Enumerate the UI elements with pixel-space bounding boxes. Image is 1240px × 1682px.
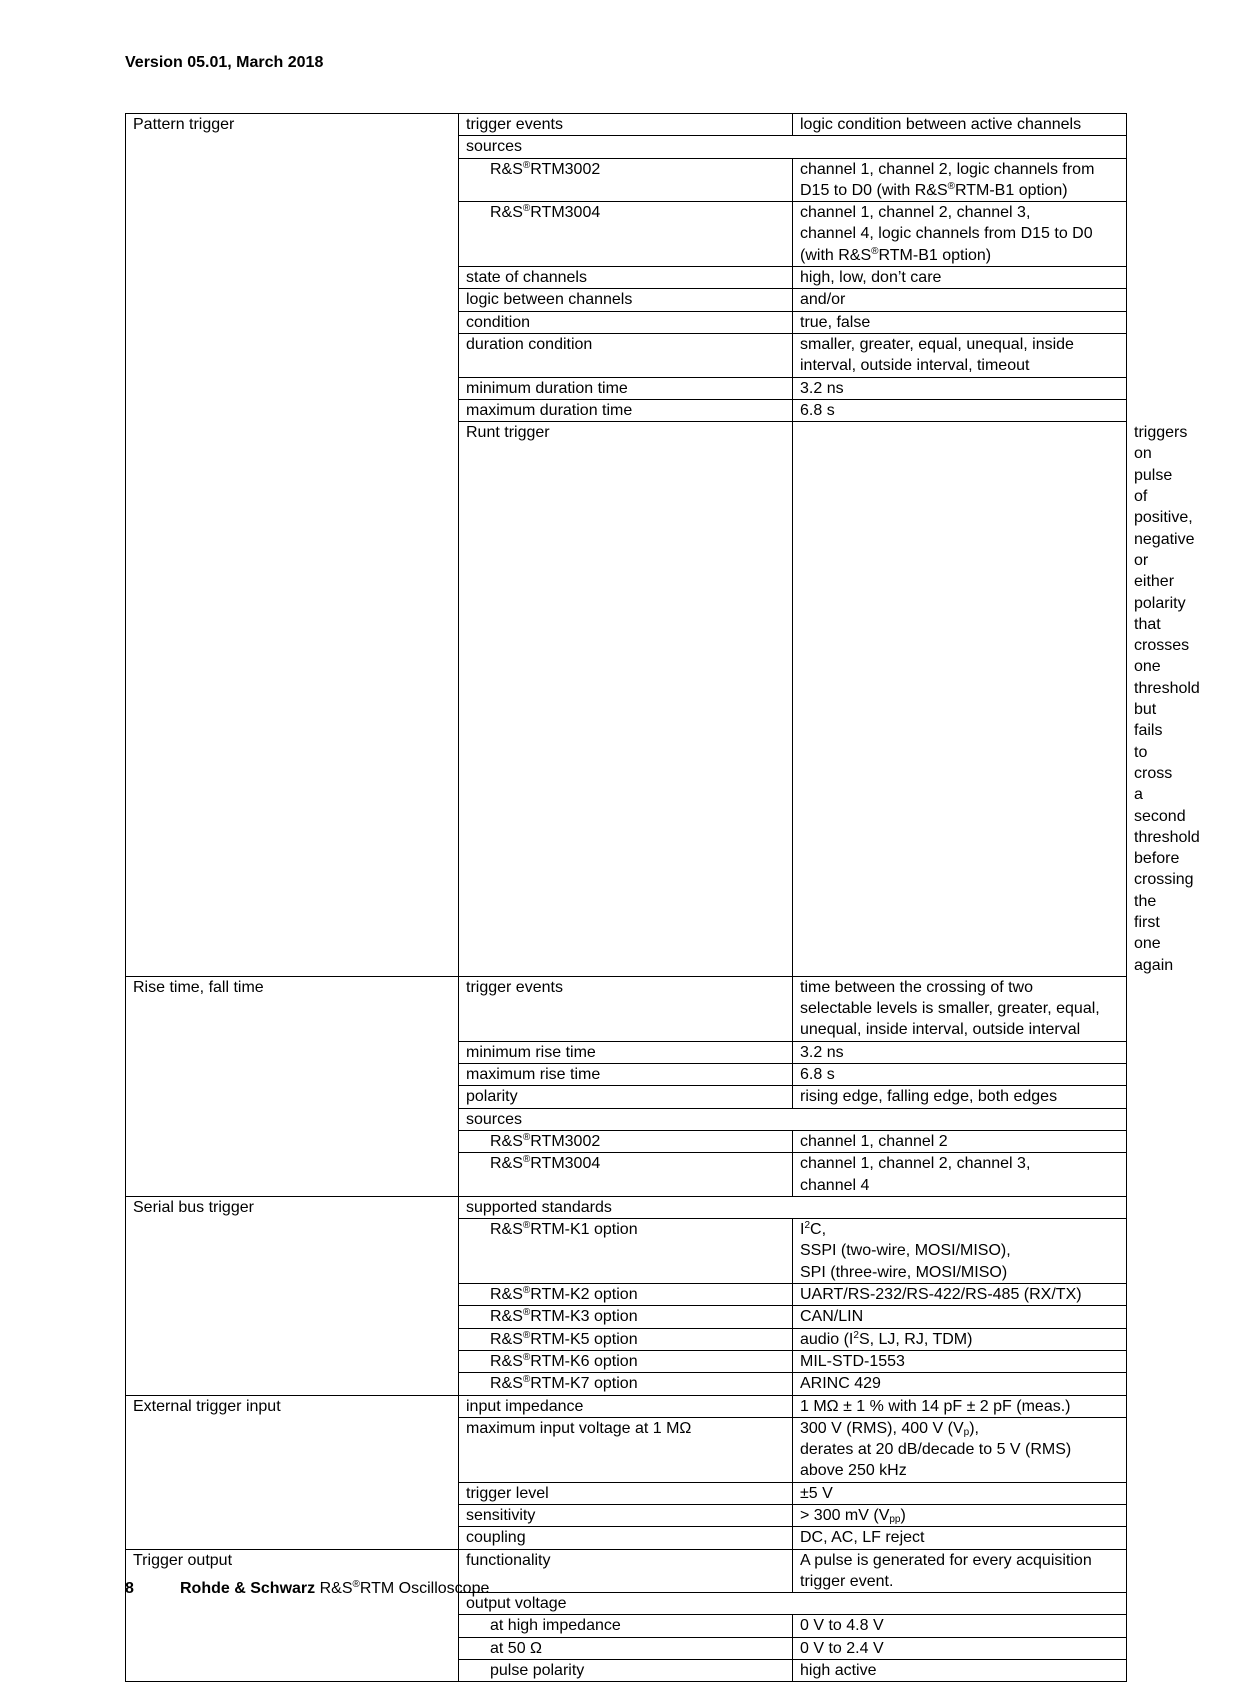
document-version: Version 05.01, March 2018 [125, 54, 324, 71]
spec-label: maximum input voltage at 1 MΩ [459, 1417, 793, 1482]
spec-value: ARINC 429 [793, 1373, 1127, 1395]
section-title-external-trigger: External trigger input [126, 1395, 459, 1549]
spec-value: 3.2 ns [793, 1041, 1127, 1063]
spec-value: ±5 V [793, 1482, 1127, 1504]
table-row [126, 114, 1127, 136]
spec-label: R&S®RTM3002 [459, 158, 793, 202]
spec-label: sources [459, 1108, 1127, 1130]
spec-label: coupling [459, 1527, 793, 1549]
spec-value: and/or [793, 289, 1127, 311]
page-number: 8 [125, 1580, 134, 1597]
spec-value: MIL-STD-1553 [793, 1350, 1127, 1372]
spec-label [793, 422, 1127, 977]
spec-value: > 300 mV $(V_{pp})$ [793, 1505, 1127, 1527]
spec-value: channel 1, channel 2, channel 3, channel 4, logic channels from D15 to D0 (with R&S®RTM-B1 option) [793, 202, 1127, 267]
spec-label: R&S®RTM-K6 option [459, 1350, 793, 1372]
spec-value: smaller, greater, equal, unequal, inside interval, outside interval, timeout [793, 333, 1127, 377]
spec-value: logic condition between active channels [793, 114, 1127, 136]
spec-label: R&S®RTM-K1 option [459, 1219, 793, 1284]
spec-label: maximum rise time [459, 1064, 793, 1086]
spec-label: condition [459, 311, 793, 333]
spec-label: R&S®RTM3002 [459, 1130, 793, 1152]
spec-value: DC, AC, LF reject [793, 1527, 1127, 1549]
spec-value: $I^2C$, SSPI (two-wire, MOSI/MISO), SPI (three-wire, MOSI/MISO) [793, 1219, 1127, 1284]
spec-value: CAN/LIN [793, 1306, 1127, 1328]
spec-value: channel 1, channel 2 [793, 1130, 1127, 1152]
spec-value: high, low, don’t care [793, 267, 1127, 289]
spec-label: polarity [459, 1086, 793, 1108]
spec-label: pulse polarity [459, 1660, 793, 1682]
brand-name: Rohde & Schwarz [180, 1580, 316, 1597]
spec-label: maximum duration time [459, 399, 793, 421]
section-title-pattern-trigger: Pattern trigger [126, 114, 459, 977]
spec-label: trigger level [459, 1482, 793, 1504]
spec-value: 3.2 ns [793, 377, 1127, 399]
spec-value: time between the crossing of two selectable levels is smaller, greater, equal, unequal, inside interval, outside interval [793, 976, 1127, 1041]
spec-label: minimum rise time [459, 1041, 793, 1063]
spec-value: 300 V (RMS), 400 V $(V_p)$, derates at 20 dB/decade to 5 V (RMS) above 250 kHz [793, 1417, 1127, 1482]
spec-label: logic between channels [459, 289, 793, 311]
spec-label: trigger events [459, 976, 793, 1041]
spec-value: UART/RS-232/RS-422/RS-485 (RX/TX) [793, 1284, 1127, 1306]
spec-label: sensitivity [459, 1505, 793, 1527]
table-row [126, 1395, 1127, 1417]
spec-value: 6.8 s [793, 1064, 1127, 1086]
spec-value: rising edge, falling edge, both edges [793, 1086, 1127, 1108]
spec-value: audio ($I^2S$, LJ, RJ, TDM) [793, 1328, 1127, 1350]
spec-label: R&S®RTM-K3 option [459, 1306, 793, 1328]
spec-label: R&S®RTM-K2 option [459, 1284, 793, 1306]
spec-value: channel 1, channel 2, channel 3, channel 4 [793, 1153, 1127, 1197]
spec-value: true, false [793, 311, 1127, 333]
spec-label: duration condition [459, 333, 793, 377]
section-title-rise-fall: Rise time, fall time [126, 976, 459, 1196]
table-row [126, 976, 1127, 1041]
spec-label: at 50 Ω [459, 1637, 793, 1659]
spec-label: state of channels [459, 267, 793, 289]
spec-value: high active [793, 1660, 1127, 1682]
spec-label: input impedance [459, 1395, 793, 1417]
spec-label: supported standards [459, 1196, 1127, 1218]
table-row [126, 1196, 1127, 1218]
page-footer [125, 1580, 489, 1598]
spec-label: R&S®RTM-K7 option [459, 1373, 793, 1395]
spec-value: 1 MΩ ± 1 % with 14 pF ± 2 pF (meas.) [793, 1395, 1127, 1417]
product-name: R&S®RTM Oscilloscope [315, 1579, 490, 1597]
section-title-trigger-output: Trigger output [126, 1549, 459, 1682]
spec-label: sources [459, 136, 1127, 158]
table-row: Runt trigger triggers on pulse of positive, negative or either polarity that crosses one threshold but fails to cross a second threshold before crossing the first one again [126, 422, 1127, 977]
spec-label: minimum duration time [459, 377, 793, 399]
spec-label: R&S®RTM3004 [459, 1153, 793, 1197]
spec-label: at high impedance [459, 1615, 793, 1637]
spec-label: R&S®RTM-K5 option [459, 1328, 793, 1350]
section-title-runt-trigger: Runt trigger [459, 422, 793, 977]
trigger-spec-table [125, 113, 1200, 1682]
spec-value: A pulse is generated for every acquisition trigger event. [793, 1549, 1127, 1593]
spec-label: R&S®RTM3004 [459, 202, 793, 267]
section-title-serial-bus: Serial bus trigger [126, 1196, 459, 1395]
spec-label: output voltage [459, 1593, 1127, 1615]
spec-value: 0 V to 4.8 V [793, 1615, 1127, 1637]
spec-value: 0 V to 2.4 V [793, 1637, 1127, 1659]
spec-label: functionality [459, 1549, 793, 1593]
spec-value: channel 1, channel 2, logic channels from D15 to D0 (with R&S®RTM-B1 option) [793, 158, 1127, 202]
spec-label: trigger events [459, 114, 793, 136]
spec-value: 6.8 s [793, 399, 1127, 421]
